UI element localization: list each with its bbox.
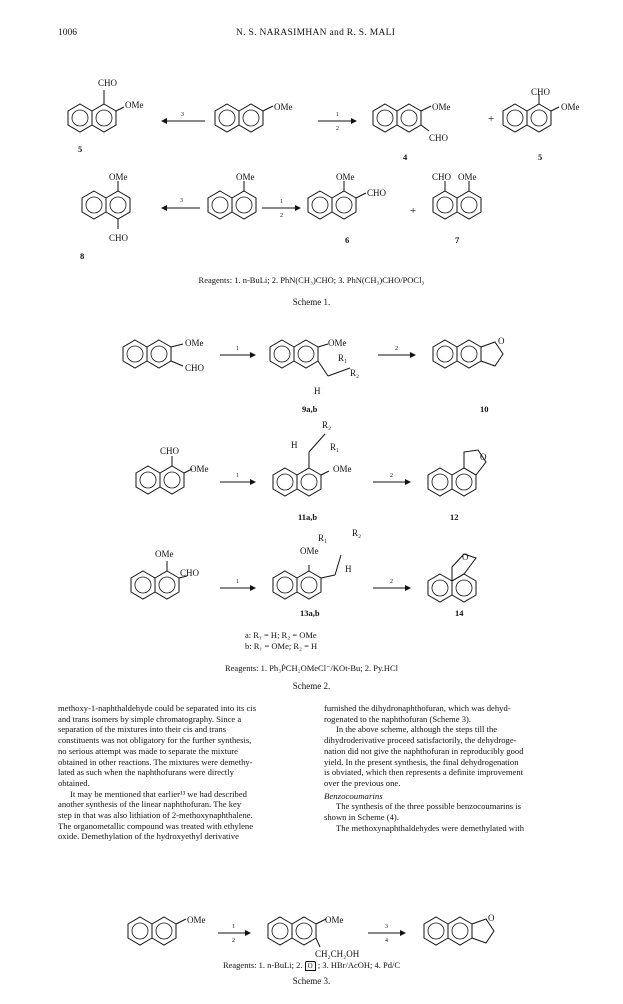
subst-r2: R₂ (350, 368, 360, 378)
naphthofuran-structure-s3 (424, 917, 494, 945)
scheme-2-title: Scheme 2. (292, 681, 331, 691)
reagents-prefix: Reagents: 1. n-BuLi; 2. (222, 960, 303, 970)
text-line: over the previous one. (324, 777, 401, 788)
compound-label: 7 (455, 235, 460, 245)
running-header-authors: N. S. NARASIMHAN and R. S. MALI (236, 28, 396, 38)
compound-label: 13a,b (300, 608, 320, 618)
body-left-column (58, 703, 312, 842)
subst-ome: OMe (328, 338, 347, 348)
text-line: yield. In the present synthesis, the final dehydrogenation (324, 756, 519, 767)
arrow-label: 1 (232, 924, 235, 930)
text-line: obtained in other reactions. The mixtures were demethy- (58, 756, 253, 767)
subst-cho: CHO (185, 363, 205, 373)
naphthalene-structure-start-row2 (136, 456, 192, 494)
subst-h: H (314, 386, 321, 396)
subst-ome: OMe (432, 102, 451, 112)
text-line: and trans isomers by simple chromatography. Since a (58, 713, 242, 724)
arrow-label: 1 (236, 473, 239, 479)
arrow-label: 3 (181, 112, 184, 118)
text-line: It may be mentioned that earlier¹³ we had described (70, 788, 247, 799)
text-line: another synthesis of the linear naphthofuran. The key (58, 799, 242, 810)
naphthalene-structure-13ab (273, 555, 341, 599)
naphthalene-structure-6 (308, 181, 366, 219)
text-line: is obviated, which then represents a definite improvement (324, 767, 524, 778)
subst-ome: OMe (125, 100, 144, 110)
naphthalene-structure-start-row1 (123, 340, 183, 368)
subst-cho: CHO (531, 87, 551, 97)
arrow-label: 1 (236, 346, 239, 352)
section-heading: Benzocoumarins (324, 790, 383, 801)
subst-r1: R₁ (318, 533, 328, 543)
hetero-o: O (498, 336, 505, 346)
subst-ome: OMe (333, 464, 352, 474)
subst-ome: OMe (274, 102, 293, 112)
scheme-1-title: Scheme 1. (292, 297, 331, 307)
subst-r2: R₂ (352, 528, 362, 538)
arrow-label: 3 (385, 924, 388, 930)
arrow-label: 4 (385, 938, 388, 944)
subst-r2: R₂ (322, 420, 332, 430)
subst-cho: CHO (180, 568, 200, 578)
text-line: step in that was also lithiation of 2-methoxynaphthalene. (58, 810, 253, 821)
naphthalene-structure-start-2 (208, 181, 256, 219)
text-line: methoxy-1-naphthaldehyde could be separated into its cis (58, 703, 257, 713)
naphthalene-structure-start-row3 (131, 561, 187, 599)
scheme-3-reagents (0, 960, 623, 971)
compound-label: 8 (80, 251, 85, 261)
text-line: In the above scheme, although the steps till the (336, 724, 498, 735)
text-line: The organometallic compound was treated with ethylene (58, 820, 254, 831)
hetero-o: O (488, 913, 495, 923)
compound-label: 10 (480, 404, 489, 414)
subst-ch2ch2oh: CH₂CH₂OH (315, 949, 360, 959)
text-line: nation did not give the naphthofuran in reproducibly good (324, 745, 524, 756)
scheme-2-legend-a: a: R₁ = H; R₂ = OMe (245, 630, 317, 640)
subst-cho: CHO (160, 446, 180, 456)
subst-ome: OMe (109, 172, 128, 182)
naphthalene-structure-4 (373, 104, 431, 132)
subst-ome: OMe (187, 915, 206, 925)
text-line: lated as such when the naphthofurans were directly (58, 767, 234, 778)
arrow-label: 2 (390, 473, 393, 479)
subst-cho: CHO (109, 233, 129, 243)
arrow-label: 2 (336, 126, 339, 132)
text-line: shown in Scheme (4). (324, 812, 399, 823)
scheme-1-diagram (0, 0, 623, 300)
compound-label: 6 (345, 235, 350, 245)
naphthofuran-structure-14 (428, 554, 476, 602)
reagents-suffix: ; 3. HBr/AcOH; 4. Pd/C (317, 960, 401, 970)
naphthalene-structure-7 (433, 181, 481, 219)
text-line: The synthesis of the three possible benzocoumarins is (336, 801, 521, 812)
arrow-label: 1 (236, 579, 239, 585)
subst-ome: OMe (458, 172, 477, 182)
compound-label: 4 (403, 152, 408, 162)
subst-cho: CHO (432, 172, 452, 182)
text-line: no serious attempt was made to separate the mixture (58, 745, 238, 756)
naphthalene-structure-5-left (68, 90, 124, 132)
text-line: furnished the dihydronaphthofuran, which was dehyd- (324, 703, 511, 713)
compound-label: 14 (455, 608, 464, 618)
text-line: separation of the mixtures into their cis and trans (58, 724, 227, 735)
compound-label: 11a,b (298, 512, 318, 522)
subst-cho: CHO (367, 188, 387, 198)
subst-ome: OMe (336, 172, 355, 182)
arrow-label: 2 (280, 213, 283, 219)
naphthalene-structure-start (215, 104, 273, 132)
subst-ome: OMe (325, 915, 344, 925)
subst-ome: OMe (185, 338, 204, 348)
scheme-2-reagents: Reagents: 1. Ph₃ṖCH₂OMeCl⁻/KOt-Bu; 2. Py.HCl (224, 663, 399, 673)
arrow-label: 2 (232, 938, 235, 944)
epoxide-icon: O (305, 961, 316, 971)
subst-cho: CHO (98, 78, 118, 88)
body-right-column (324, 703, 578, 833)
text-line: The methoxynaphthaldehydes were demethylated with (336, 822, 525, 833)
compound-label: 9a,b (302, 404, 318, 414)
subst-r1: R₁ (330, 442, 340, 452)
hetero-o: O (462, 552, 469, 562)
subst-ome: OMe (561, 102, 580, 112)
arrow-label: 1 (336, 112, 339, 118)
subst-r1: R₁ (338, 353, 348, 363)
subst-ome: OMe (236, 172, 255, 182)
text-line: dihydroderivative proceed satisfactorily, the dehydroge- (324, 735, 517, 746)
text-line: constituents was not obligatory for the further synthesis, (58, 735, 252, 746)
text-line: rogenated to the naphthofuran (Scheme 3). (324, 713, 471, 724)
compound-label: 5 (78, 144, 83, 154)
text-line: oxide. Demethylation of the hydroxyethyl derivative (58, 831, 239, 842)
naphthalene-structure-11ab (273, 434, 329, 496)
naphthalene-structure-5-right (503, 94, 559, 132)
scheme-2-legend-b: b: R₁ = OMe; R₂ = H (245, 641, 318, 651)
subst-cho: CHO (429, 133, 449, 143)
arrow-label: 2 (395, 346, 398, 352)
scheme-3-diagram (0, 895, 623, 985)
arrow-label: 3 (180, 198, 183, 204)
hetero-o: O (480, 452, 487, 462)
naphthalene-structure-8 (82, 181, 130, 229)
plus-sign: + (488, 113, 495, 125)
subst-h: H (345, 564, 352, 574)
subst-ome: OMe (300, 546, 319, 556)
naphthalene-structure-start-s3 (128, 917, 186, 945)
naphthalene-structure-inter-s3 (268, 917, 326, 947)
scheme-3-title: Scheme 3. (292, 976, 331, 986)
scheme-1-reagents: Reagents: 1. n-BuLi; 2. PhN(CH₃)CHO; 3. PhN(CH₃)CHO/POCl₃ (198, 275, 425, 285)
subst-ome: OMe (190, 464, 209, 474)
page-number: 1006 (58, 28, 77, 38)
compound-label: 12 (450, 512, 459, 522)
naphthofuran-structure-12 (428, 450, 486, 496)
subst-h: H (291, 440, 298, 450)
arrow-label: 1 (280, 199, 283, 205)
plus-sign: + (410, 205, 417, 217)
compound-label: 5 (538, 152, 543, 162)
arrow-label: 2 (390, 579, 393, 585)
naphthofuran-structure-10 (433, 340, 503, 368)
text-line: obtained. (58, 777, 90, 788)
subst-ome: OMe (155, 549, 174, 559)
